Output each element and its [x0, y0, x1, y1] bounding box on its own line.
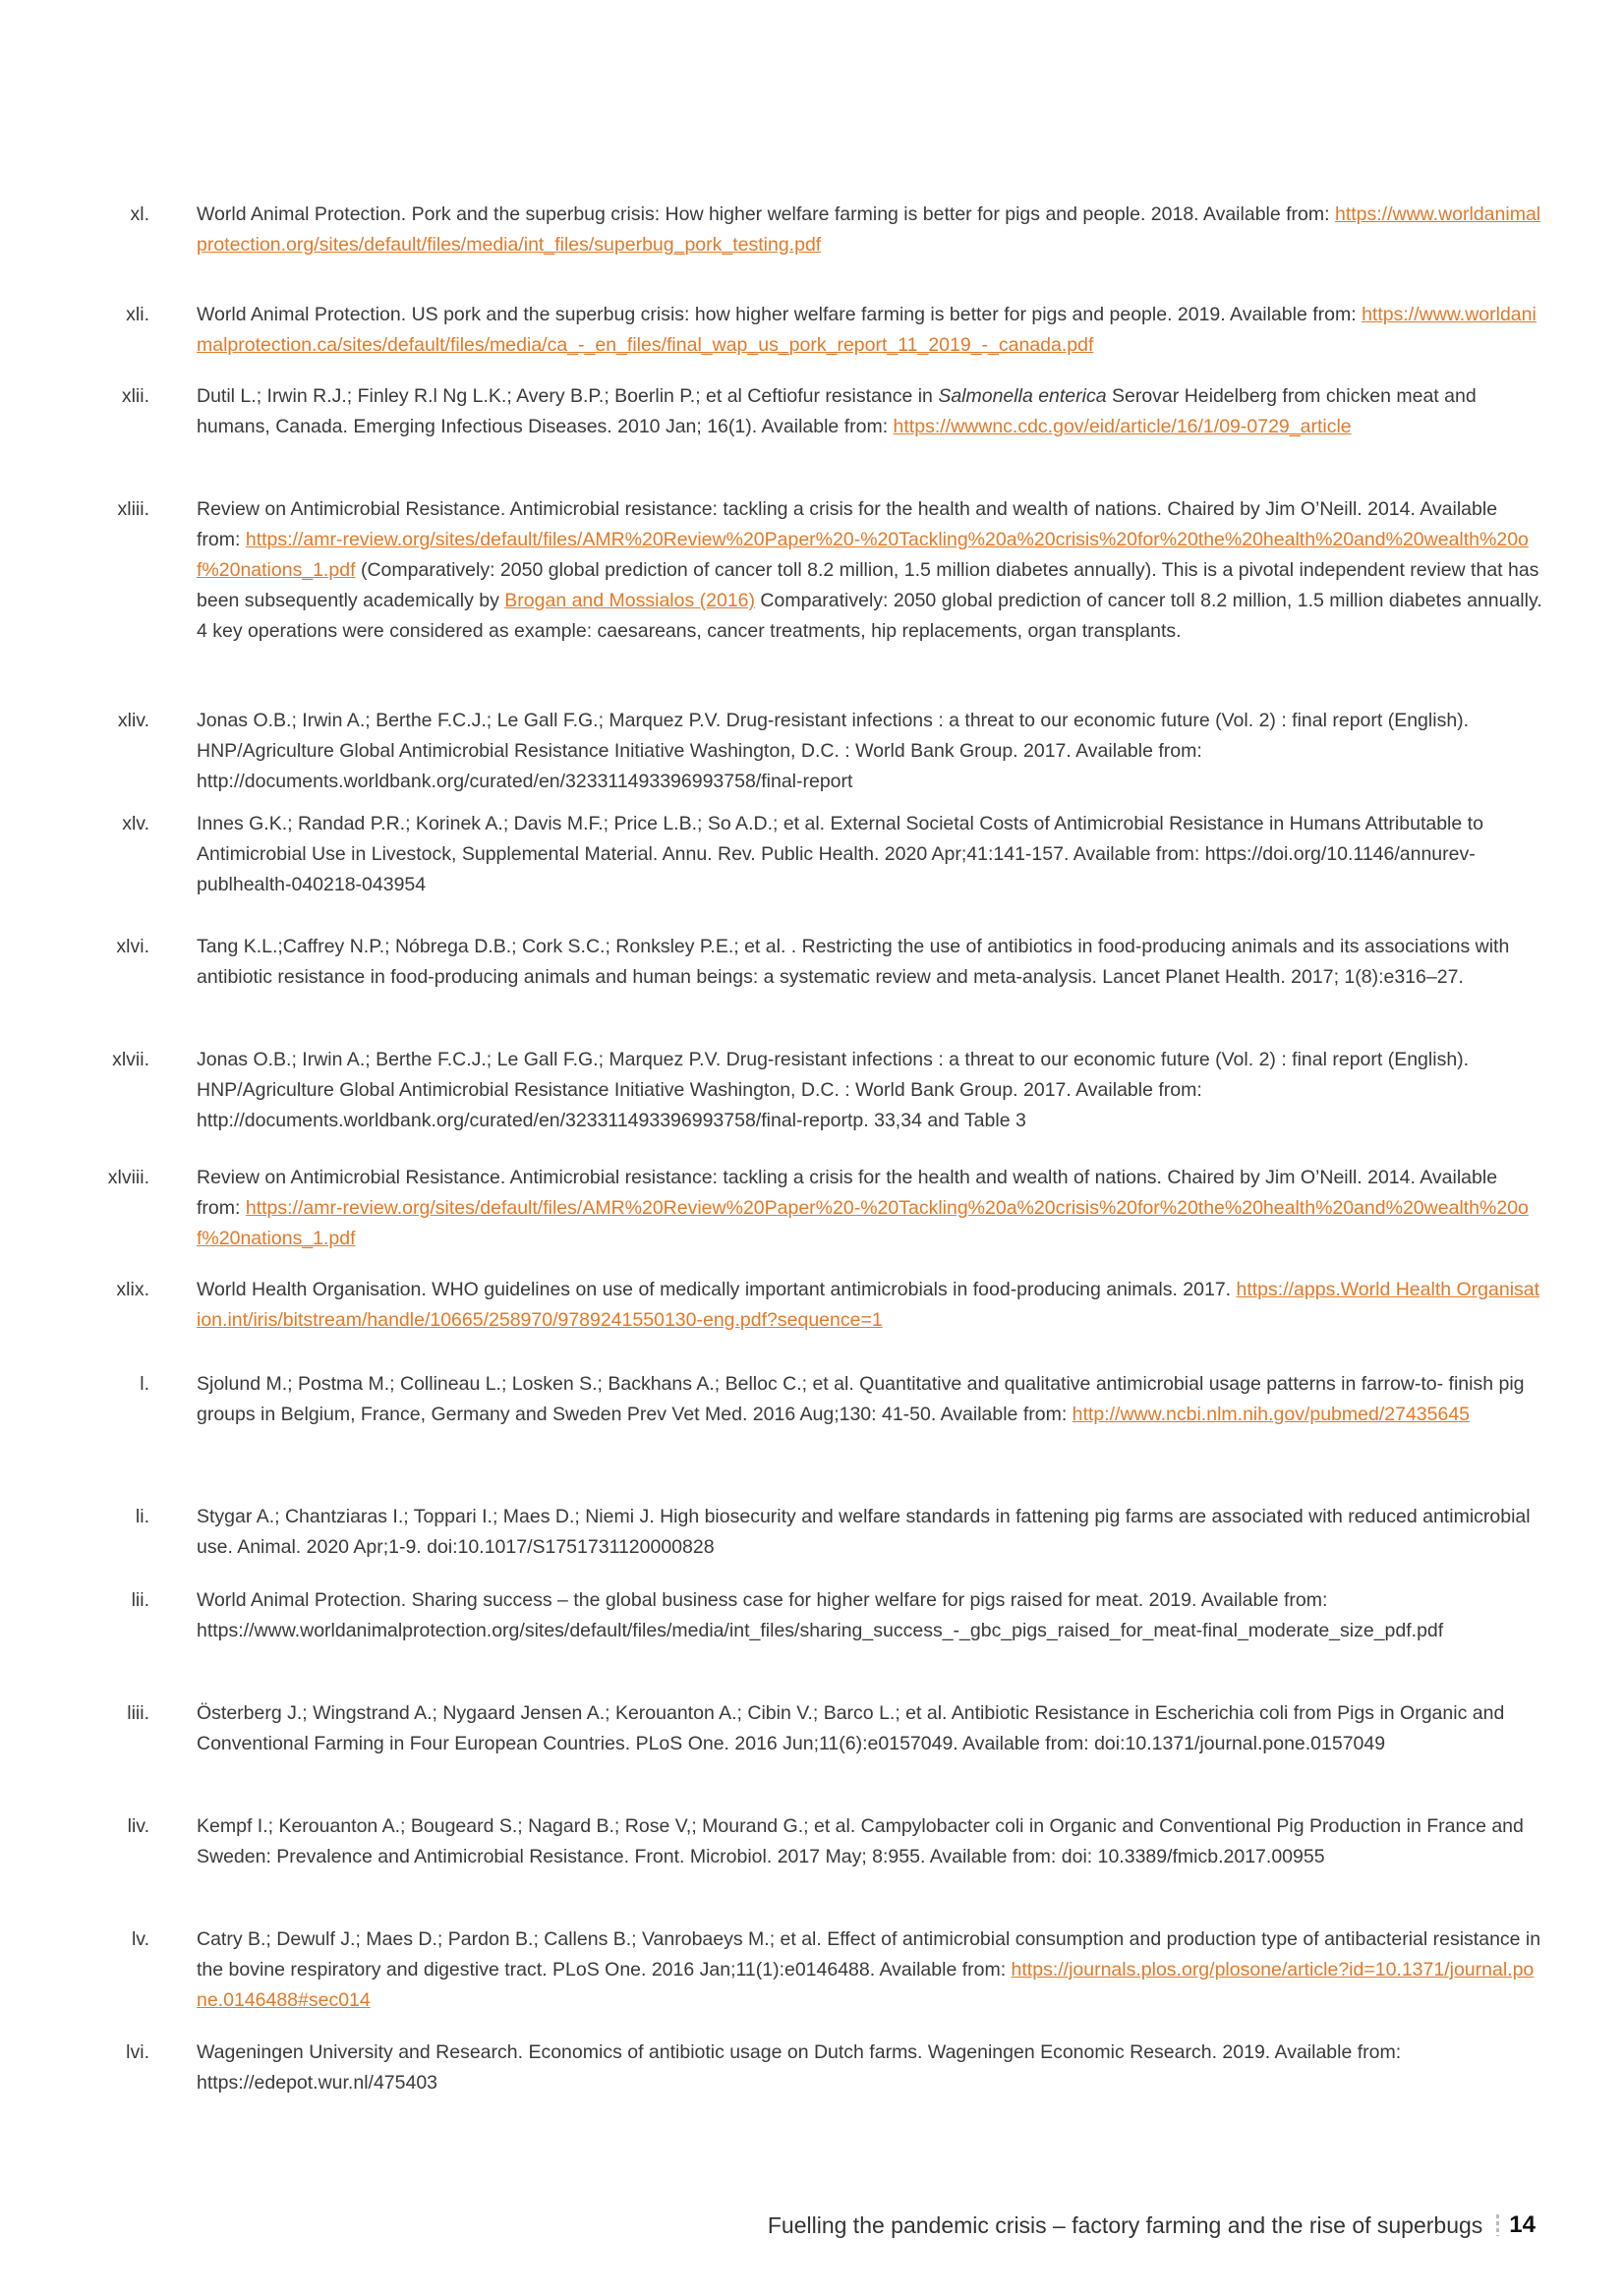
reference-number: liii.: [127, 1702, 149, 1724]
reference-text: [197, 706, 1543, 797]
reference-text: [197, 1698, 1543, 1759]
reference-number: li.: [135, 1506, 149, 1527]
reference-number: lv.: [131, 1928, 149, 1950]
text-segment: Österberg J.; Wingstrand A.; Nygaard Jensen A.; Kerouanton A.; Cibin V.; Barco L.; et al. Antibiotic Resistance in Escherichia coli from Pigs in Organic and Conventional Farming in Four European Countries. PLoS One. 2016 Jun;11(6):e0157049. Available from: doi:10.1371/journal.pone.0157049: [197, 1702, 1505, 1754]
text-segment: Innes G.K.; Randad P.R.; Korinek A.; Davis M.F.; Price L.B.; So A.D.; et al. External Societal Costs of Antimicrobial Resistance in Humans Attributable to Antimicrobial Use in Livestock, Supplemental Material. Annu. Rev. Public Health. 2020 Apr;41:141-157. Available from: https://doi.org/10.1146/annurev-publhealth-040218-043954: [197, 813, 1483, 895]
reference-number: xlviii.: [107, 1167, 149, 1188]
reference-text: [197, 1811, 1543, 1872]
reference-link[interactable]: https://amr-review.org/sites/default/files/AMR%20Review%20Paper%20-%20Tackling%20a%20crisis%20for%20the%20health%20and%20wealth%20of%20nations_1.pdf: [197, 1197, 1529, 1249]
reference-text: [197, 1924, 1543, 2016]
text-segment: Stygar A.; Chantziaras I.; Toppari I.; Maes D.; Niemi J. High biosecurity and welfare standards in fattening pig farms are associated with reduced antimicrobial use. Animal. 2020 Apr;1-9. doi:10.1017/S1751731120000828: [197, 1506, 1531, 1558]
reference-number: lii.: [131, 1589, 149, 1611]
reference-number: xl.: [130, 203, 149, 225]
text-segment: Jonas O.B.; Irwin A.; Berthe F.C.J.; Le Gall F.G.; Marquez P.V. Drug-resistant infections : a threat to our economic future (Vol. 2) : final report (English). HNP/Agriculture Global Antimicrobial Resistance Initiative Washington, D.C. : World Bank Group. 2017. Available from: http://documents.worldbank.org/curated/en/323311493396993758/final-report: [197, 710, 1470, 792]
text-segment: World Animal Protection. Pork and the superbug crisis: How higher welfare farming is better for pigs and people. 2018. Available from:: [197, 203, 1335, 225]
text-segment: Tang K.L.;Caffrey N.P.; Nóbrega D.B.; Cork S.C.; Ronksley P.E.; et al. . Restricting the use of antibiotics in food-producing animals and its associations with antibiotic resistance in food-producing animals and human beings: a systematic review and meta-analysis. Lancet Planet Health. 2017; 1(8):e316–27.: [197, 936, 1510, 988]
reference-text: [197, 1045, 1543, 1136]
reference-link[interactable]: https://www.worldanimalprotection.ca/sites/default/files/media/ca_-_en_files/final_wap_us_pork_report_11_2019_-_canada.pdf: [197, 304, 1537, 356]
italic-text: Salmonella enterica: [938, 385, 1107, 407]
text-segment: Kempf I.; Kerouanton A.; Bougeard S.; Nagard B.; Rose V,; Mourand G.; et al. Campylobacter coli in Organic and Conventional Pig Production in France and Sweden: Prevalence and Antimicrobial Resistance. Front. Microbiol. 2017 May; 8:955. Available from: doi: 10.3389/fmicb.2017.00955: [197, 1815, 1524, 1867]
reference-text: [197, 200, 1543, 260]
reference-number: xlv.: [122, 813, 149, 834]
reference-text: [197, 1585, 1543, 1646]
reference-text: [197, 1275, 1543, 1336]
text-segment: Comparatively: 2050 global prediction of cancer toll 8.2 million, 1.5 million diabetes annually. 4 key operations were considered as example: caesareans, cancer treatments, hip replacements, organ transplants.: [197, 590, 1542, 642]
reference-number: xliv.: [117, 710, 149, 731]
reference-link[interactable]: https://wwwnc.cdc.gov/eid/article/16/1/09-0729_article: [893, 416, 1352, 437]
reference-link[interactable]: https://www.worldanimalprotection.org/sites/default/files/media/int_files/superbug_pork_testing.pdf: [197, 203, 1541, 256]
reference-text: [197, 494, 1543, 647]
text-segment: World Health Organisation. WHO guidelines on use of medically important antimicrobials in food-producing animals. 2017.: [197, 1279, 1237, 1300]
reference-number: xliii.: [117, 498, 149, 520]
text-segment: Sjolund M.; Postma M.; Collineau L.; Losken S.; Backhans A.; Belloc C.; et al. Quantitative and qualitative antimicrobial usage patterns in farrow-to- finish pig groups in Belgium, France, Germany and Sweden Prev Vet Med. 2016 Aug;130: 41-50. Available from:: [197, 1373, 1525, 1425]
reference-number: l.: [140, 1373, 149, 1395]
text-segment: Review on Antimicrobial Resistance. Antimicrobial resistance: tackling a crisis for the health and wealth of nations. Chaired by Jim O’Neill. 2014. Available from:: [197, 1167, 1498, 1219]
text-segment: Jonas O.B.; Irwin A.; Berthe F.C.J.; Le Gall F.G.; Marquez P.V. Drug-resistant infections : a threat to our economic future (Vol. 2) : final report (English). HNP/Agriculture Global Antimicrobial Resistance Initiative Washington, D.C. : World Bank Group. 2017. Available from: http://documents.worldbank.org/curated/en/323311493396993758/final-reportp. 33,34 and Table 3: [197, 1049, 1470, 1131]
reference-link[interactable]: http://www.ncbi.nlm.nih.gov/pubmed/27435645: [1072, 1404, 1471, 1425]
reference-number: xlvii.: [112, 1049, 149, 1070]
reference-link[interactable]: https://journals.plos.org/plosone/article?id=10.1371/journal.pone.0146488#sec014: [197, 1959, 1535, 2011]
reference-text: [197, 1163, 1543, 1254]
text-segment: Serovar Heidelberg from chicken meat and humans, Canada. Emerging Infectious Diseases. 2010 Jan; 16(1). Available from:: [197, 385, 1477, 437]
reference-link[interactable]: Brogan and Mossialos (2016): [504, 590, 756, 611]
text-segment: World Animal Protection. Sharing success – the global business case for higher welfare for pigs raised for meat. 2019. Available from: https://www.worldanimalprotection.org/sites/default/files/media/int_files/sharing_success_-_gbc_pigs_raised_for_meat-final_moderate_size_pdf.pdf: [197, 1589, 1444, 1641]
reference-text: [197, 932, 1543, 993]
reference-text: [197, 1369, 1543, 1430]
reference-link[interactable]: https://apps.World Health Organisation.int/iris/bitstream/handle/10665/258970/9789241550130-eng.pdf?sequence=1: [197, 1279, 1540, 1331]
text-segment: (Comparatively: 2050 global prediction of cancer toll 8.2 million, 1.5 million diabetes annually). This is a pivotal independent review that has been subsequently academically by: [197, 559, 1539, 611]
footer-title: Fuelling the pandemic crisis – factory farming and the rise of superbugs: [767, 2211, 1483, 2238]
reference-number: lvi.: [126, 2041, 149, 2063]
reference-text: [197, 2038, 1543, 2098]
reference-number: xlvi.: [116, 936, 149, 957]
text-segment: Review on Antimicrobial Resistance. Antimicrobial resistance: tackling a crisis for the health and wealth of nations. Chaired by Jim O’Neill. 2014. Available from:: [197, 498, 1498, 550]
reference-number: liv.: [127, 1815, 149, 1837]
reference-number: xlii.: [121, 385, 149, 407]
footer-separator: [1496, 2214, 1499, 2236]
text-segment: Wageningen University and Research. Economics of antibiotic usage on Dutch farms. Wageningen Economic Research. 2019. Available from: https://edepot.wur.nl/475403: [197, 2041, 1402, 2094]
reference-link[interactable]: https://amr-review.org/sites/default/files/AMR%20Review%20Paper%20-%20Tackling%20a%20crisis%20for%20the%20health%20and%20wealth%20of%20nations_1.pdf: [197, 529, 1529, 581]
reference-text: [197, 809, 1543, 900]
page-footer: [768, 2211, 1536, 2239]
reference-text: [197, 1502, 1543, 1563]
page-number: 14: [1509, 2211, 1536, 2238]
text-segment: Catry B.; Dewulf J.; Maes D.; Pardon B.; Callens B.; Vanrobaeys M.; et al. Effect of antimicrobial consumption and production type of antibacterial resistance in the bovine respiratory and digestive tract. PLoS One. 2016 Jan;11(1):e0146488. Available from:: [197, 1928, 1541, 1980]
reference-text: [197, 381, 1543, 442]
text-segment: Dutil L.; Irwin R.J.; Finley R.l Ng L.K.; Avery B.P.; Boerlin P.; et al Ceftiofur resistance in: [197, 385, 939, 407]
reference-text: [197, 300, 1543, 361]
reference-number: xlix.: [116, 1279, 149, 1300]
text-segment: World Animal Protection. US pork and the superbug crisis: how higher welfare farming is better for pigs and people. 2019. Available from:: [197, 304, 1363, 325]
reference-number: xli.: [126, 304, 149, 325]
